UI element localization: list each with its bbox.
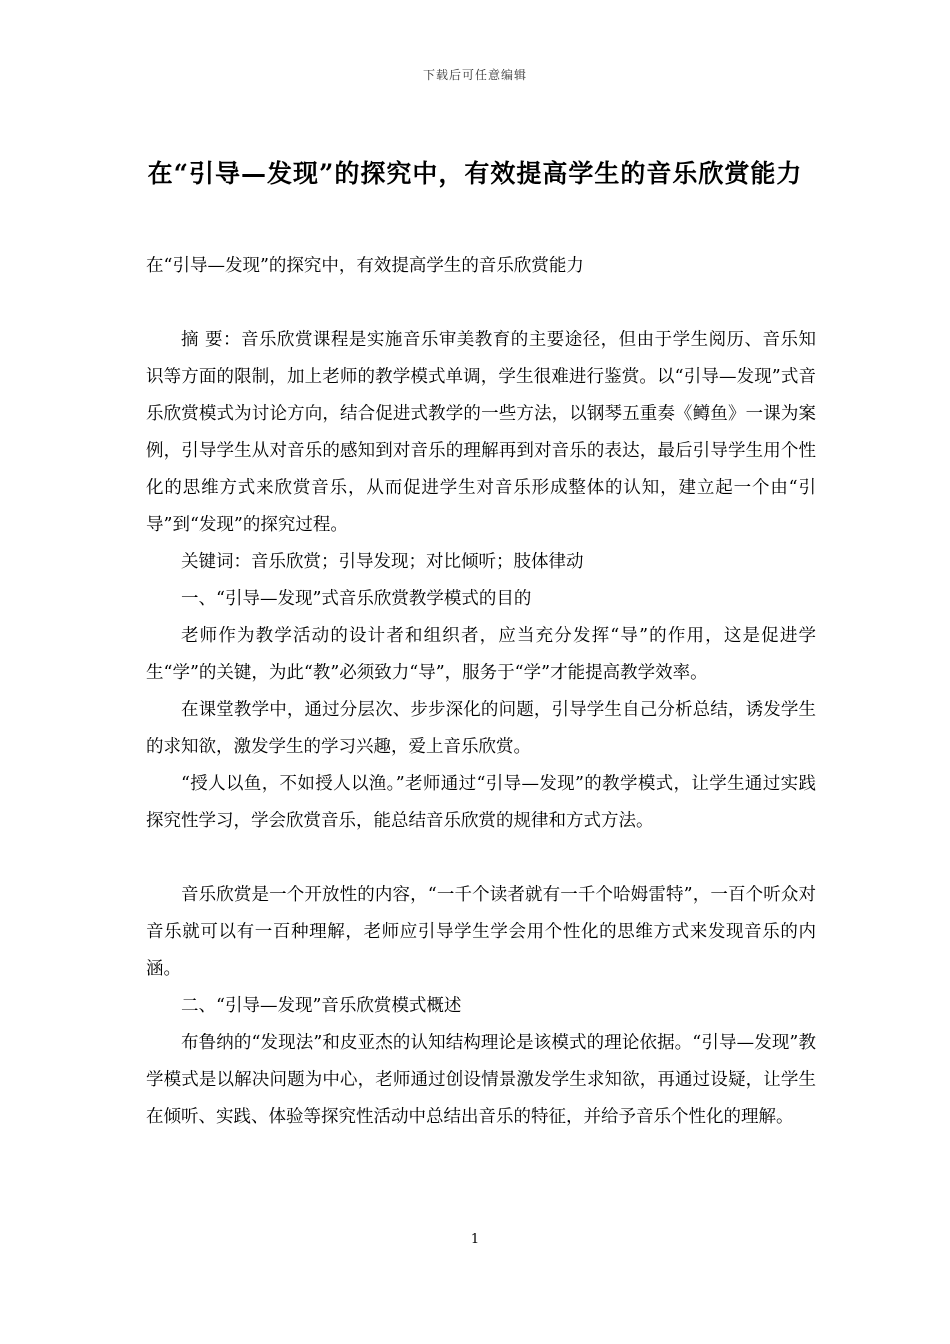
section-heading-2: 二、“引导—发现”音乐欣赏模式概述 [181, 996, 462, 1016]
body-paragraph: 布鲁纳的“发现法”和皮亚杰的认知结构理论是该模式的理论依据。“引导—发现”教学模式是以解决问题为中心，老师通过创设情景激发学生求知欲，再通过设疑，让学生在倾听、实践、体验等探究性活动中总结出音乐的特征，并给予音乐个性化的理解。 [146, 1033, 816, 1127]
document-subtitle: 在“引导—发现”的探究中，有效提高学生的音乐欣赏能力 [146, 256, 584, 276]
body-paragraph: 老师作为教学活动的设计者和组织者，应当充分发挥“导”的作用，这是促进学生“学”的关键，为此“教”必须致力“导”，服务于“学”才能提高教学效率。 [146, 626, 816, 683]
abstract-paragraph: 摘 要：音乐欣赏课程是实施音乐审美教育的主要途径，但由于学生阅历、音乐知识等方面的限制，加上老师的教学模式单调，学生很难进行鉴赏。以“引导—发现”式音乐欣赏模式为讨论方向，结合促进式教学的一些方法，以钢琴五重奏《鳟鱼》一课为案例，引导学生从对音乐的感知到对音乐的理解再到对音乐的表达，最后引导学生用个性化的思维方式来欣赏音乐，从而促进学生对音乐形成整体的认知，建立起一个由“引导”到“发现”的探究过程。 [146, 330, 816, 535]
keywords-line: 关键词：音乐欣赏；引导发现；对比倾听；肢体律动 [181, 552, 584, 572]
body-paragraph: 音乐欣赏是一个开放性的内容，“一千个读者就有一千个哈姆雷特”，一百个听众对音乐就可以有一百种理解，老师应引导学生学会用个性化的思维方式来发现音乐的内涵。 [146, 885, 816, 979]
body-paragraph: 在课堂教学中，通过分层次、步步深化的问题，引导学生自己分析总结，诱发学生的求知欲，激发学生的学习兴趣，爱上音乐欣赏。 [146, 700, 816, 757]
document-body [146, 248, 816, 1136]
document-title: 在“引导—发现”的探究中，有效提高学生的音乐欣赏能力 [147, 159, 803, 188]
body-paragraph: “授人以鱼，不如授人以渔。”老师通过“引导—发现”的教学模式，让学生通过实践探究性学习，学会欣赏音乐，能总结音乐欣赏的规律和方式方法。 [146, 774, 816, 831]
page-number: 1 [470, 1232, 480, 1247]
header-note: 下载后可任意编辑 [422, 68, 527, 82]
section-heading-1: 一、“引导—发现”式音乐欣赏教学模式的目的 [181, 589, 532, 609]
